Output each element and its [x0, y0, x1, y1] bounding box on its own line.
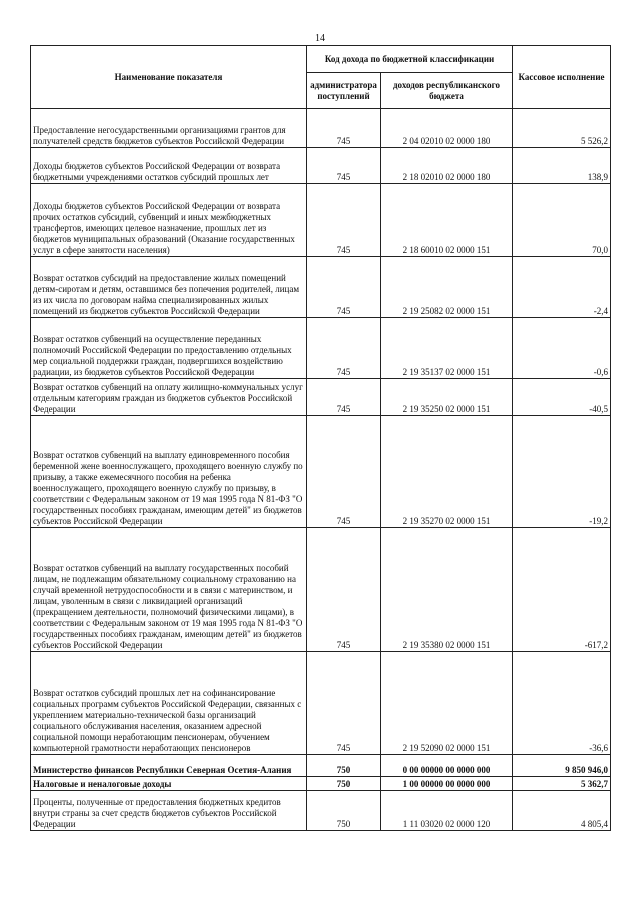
table-row [31, 109, 611, 148]
table-row [31, 148, 611, 184]
cell-name: Возврат остатков субсидий на предоставление жилых помещений детям-сиротам и детям, оставшимся без попечения родителей, лицам из их числа по договорам найма специализированных жилых помещений из бюджетов субъектов Российской Федерации [31, 257, 307, 318]
cell-admin: 745 [307, 184, 381, 257]
cell-admin: 750 [307, 755, 381, 777]
header-indicator: Наименование показателя [31, 46, 307, 109]
header-admin: администратора поступлений [307, 73, 381, 109]
table-row [31, 318, 611, 379]
cell-admin: 745 [307, 148, 381, 184]
cell-admin: 745 [307, 257, 381, 318]
table-row [31, 791, 611, 831]
cell-amount: -617,2 [513, 528, 611, 652]
table-row [31, 257, 611, 318]
cell-name: Возврат остатков субвенций на оплату жилищно-коммунальных услуг отдельным категориям граждан из бюджетов субъектов Российской Федерации [31, 379, 307, 416]
cell-name: Предоставление негосударственными организациями грантов для получателей средств бюджетов субъектов Российской Федерации [31, 109, 307, 148]
cell-code: 1 11 03020 02 0000 120 [381, 791, 513, 831]
cell-name: Доходы бюджетов субъектов Российской Федерации от возврата прочих остатков субсидий, субвенций и иных межбюджетных трансфертов, имеющих целевое назначение, прошлых лет из бюджетов муниципальных образований (Оказание государственных услуг в сфере занятости населения) [31, 184, 307, 257]
cell-amount: 138,9 [513, 148, 611, 184]
cell-name: Доходы бюджетов субъектов Российской Федерации от возврата бюджетными учреждениями остатков субсидий прошлых лет [31, 148, 307, 184]
cell-name: Возврат остатков субвенций на выплату единовременного пособия беременной жене военнослужащего, проходящего военную службу по призыву, а также ежемесячного пособия на ребенка военнослужащего, проходящего военную службу по призыву, в соответствии с Федеральным законом от 19 мая 1995 года N 81-ФЗ "О государственных пособиях гражданам, имеющим детей" из бюджетов субъектов Российской Федерации [31, 416, 307, 528]
table-row [31, 755, 611, 777]
cell-name: Министерство финансов Республики Северная Осетия-Алания [31, 755, 307, 777]
cell-code: 2 19 35270 02 0000 151 [381, 416, 513, 528]
table-row [31, 777, 611, 791]
cell-name: Налоговые и неналоговые доходы [31, 777, 307, 791]
cell-amount: -40,5 [513, 379, 611, 416]
cell-code: 2 19 35250 02 0000 151 [381, 379, 513, 416]
cell-code: 0 00 00000 00 0000 000 [381, 755, 513, 777]
cell-amount: 5 362,7 [513, 777, 611, 791]
page-number: 14 [315, 33, 325, 44]
cell-admin: 745 [307, 379, 381, 416]
cell-code: 2 18 60010 02 0000 151 [381, 184, 513, 257]
cell-code: 2 19 52090 02 0000 151 [381, 652, 513, 755]
cell-admin: 745 [307, 109, 381, 148]
cell-code: 2 04 02010 02 0000 180 [381, 109, 513, 148]
header-cash: Кассовое исполнение [513, 46, 611, 109]
cell-code: 2 18 02010 02 0000 180 [381, 148, 513, 184]
table-row [31, 184, 611, 257]
cell-code: 1 00 00000 00 0000 000 [381, 777, 513, 791]
table-row [31, 379, 611, 416]
cell-admin: 745 [307, 318, 381, 379]
table-row [31, 416, 611, 528]
budget-table [30, 45, 611, 831]
cell-admin: 745 [307, 416, 381, 528]
cell-admin: 750 [307, 791, 381, 831]
cell-amount: -36,6 [513, 652, 611, 755]
cell-admin: 750 [307, 777, 381, 791]
header-revenue: доходов республиканского бюджета [381, 73, 513, 109]
cell-admin: 745 [307, 652, 381, 755]
header-classification: Код дохода по бюджетной классификации [307, 46, 513, 73]
cell-code: 2 19 25082 02 0000 151 [381, 257, 513, 318]
cell-amount: -2,4 [513, 257, 611, 318]
cell-code: 2 19 35380 02 0000 151 [381, 528, 513, 652]
cell-amount: 5 526,2 [513, 109, 611, 148]
cell-name: Возврат остатков субвенций на выплату государственных пособий лицам, не подлежащим обязательному социальному страхованию на случай временной нетрудоспособности и в связи с материнством, и лицам, уволенным в связи с ликвидацией организаций (прекращением деятельности, полномочий физическими лицами), в соответствии с Федеральным законом от 19 мая 1995 года N 81-ФЗ "О государственных пособиях гражданам, имеющим детей" из бюджетов субъектов Российской Федерации [31, 528, 307, 652]
cell-amount: 70,0 [513, 184, 611, 257]
cell-amount: 4 805,4 [513, 791, 611, 831]
cell-name: Возврат остатков субсидий прошлых лет на софинансирование социальных программ субъектов Российской Федерации, связанных с укреплением материально-технической базы организаций социального обслуживания населения, оказанием адресной социальной помощи неработающим пенсионерам, обучением компьютерной грамотности неработающих пенсионеров [31, 652, 307, 755]
cell-amount: -0,6 [513, 318, 611, 379]
cell-code: 2 19 35137 02 0000 151 [381, 318, 513, 379]
table-row [31, 652, 611, 755]
table-row [31, 528, 611, 652]
cell-name: Проценты, полученные от предоставления бюджетных кредитов внутри страны за счет средств бюджетов субъектов Российской Федерации [31, 791, 307, 831]
cell-amount: 9 850 946,0 [513, 755, 611, 777]
cell-admin: 745 [307, 528, 381, 652]
cell-amount: -19,2 [513, 416, 611, 528]
cell-name: Возврат остатков субвенций на осуществление переданных полномочий Российской Федерации по предоставлению отдельных мер социальной поддержки граждан, подвергшихся воздействию радиации, из бюджетов субъектов Российской Федерации [31, 318, 307, 379]
